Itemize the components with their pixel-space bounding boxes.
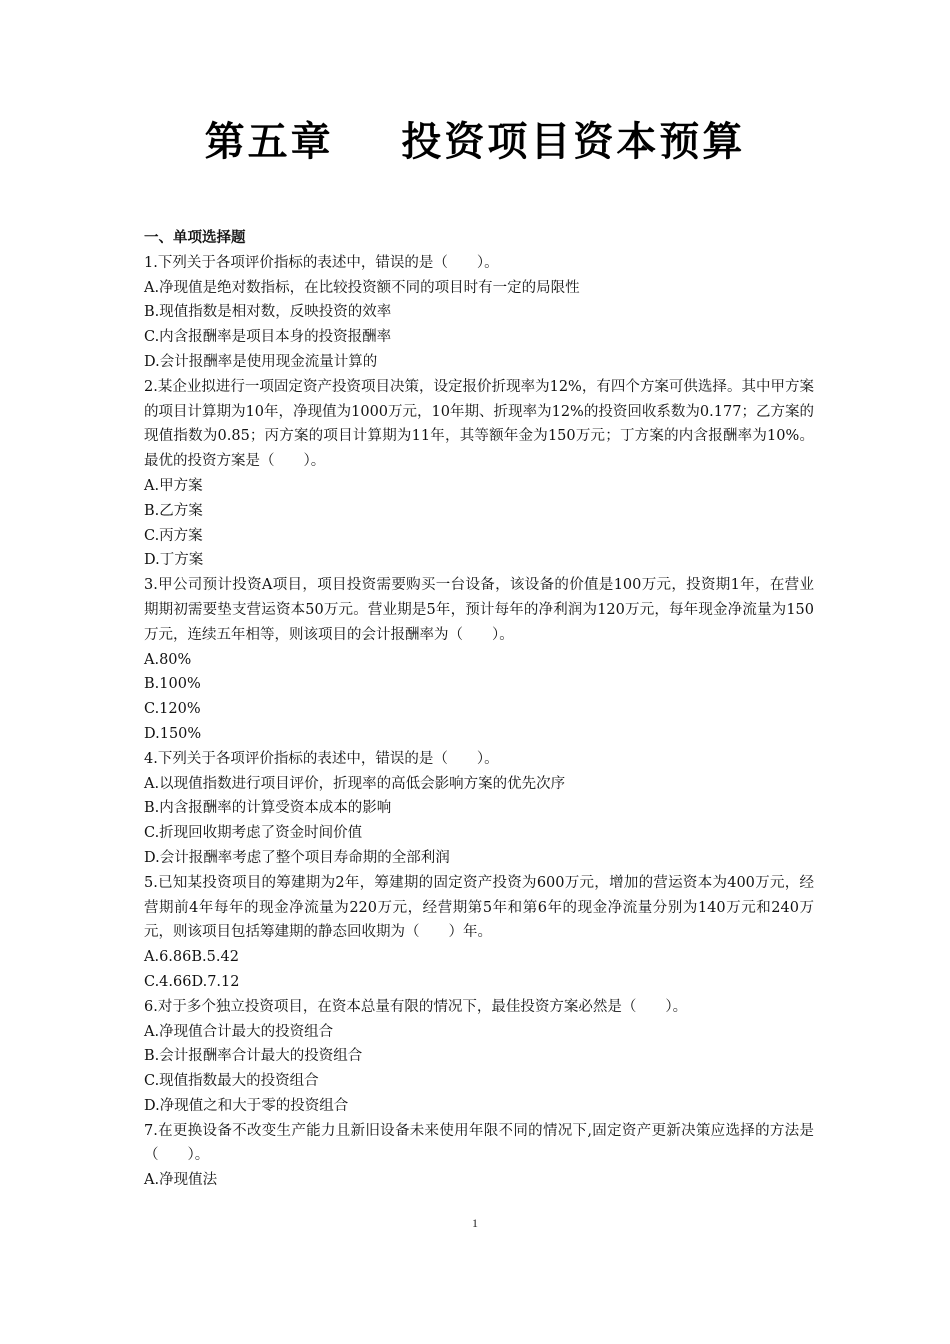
page-number: 1 [472,1216,478,1230]
question-option: D.丁方案 [144,552,204,569]
question-option: B.会计报酬率合计最大的投资组合 [144,1048,363,1065]
question-stem: 3.甲公司预计投资A项目，项目投资需要购买一台设备，该设备的价值是100万元，投资期1年，在营业期期初需要垫支营运资本50万元。营业期是5年，预计每年的净利润为120万元，每年现金净流量为150万元，连续五年相等，则该项目的会计报酬率为（ ）。 [144,577,814,643]
question-option: D.净现值之和大于零的投资组合 [144,1097,349,1114]
question-option: C.丙方案 [144,527,203,544]
question-stem: 7.在更换设备不改变生产能力且新旧设备未来使用年限不同的情况下,固定资产更新决策应选择的方法是（ ）。 [144,1122,814,1164]
question-list [144,226,814,1193]
question-option: A.以现值指数进行项目评价，折现率的高低会影响方案的优先次序 [144,775,566,792]
question-option: A.净现值合计最大的投资组合 [144,1023,334,1040]
question-option: B.内含报酬率的计算受资本成本的影响 [144,800,392,817]
question-option: A.净现值是绝对数指标，在比较投资额不同的项目时有一定的局限性 [144,279,580,296]
question-option: C.4.66D.7.12 [144,973,240,990]
question-stem: 6.对于多个独立投资项目，在资本总量有限的情况下，最佳投资方案必然是（ ）。 [144,998,688,1015]
question-option: C.折现回收期考虑了资金时间价值 [144,825,363,842]
chapter-title: 第五章 投资项目资本预算 [204,119,746,165]
question-option: A.6.86B.5.42 [144,949,239,966]
question-option: A.甲方案 [144,477,203,494]
question-option: B.现值指数是相对数，反映投资的效率 [144,304,392,321]
question-option: D.会计报酬率考虑了整个项目寿命期的全部利润 [144,849,450,866]
question-option: C.内含报酬率是项目本身的投资报酬率 [144,329,392,346]
question-stem: 4.下列关于各项评价指标的表述中，错误的是（ ）。 [144,750,499,767]
question-option: C.120% [144,701,201,718]
question-option: B.乙方案 [144,502,203,519]
question-option: A.80% [144,651,192,668]
question-option: D.会计报酬率是使用现金流量计算的 [144,353,378,370]
section-heading: 一、单项选择题 [144,230,246,246]
question-option: D.150% [144,725,202,742]
question-option: A.净现值法 [144,1172,218,1189]
question-option: B.100% [144,676,201,693]
question-stem: 5.已知某投资项目的筹建期为2年，筹建期的固定资产投资为600万元，增加的营运资本为400万元，经营期前4年每年的现金净流量为220万元，经营期第5年和第6年的现金净流量分别为140万元和240万元，则该项目包括筹建期的静态回收期为（ ）年。 [144,874,814,941]
question-option: C.现值指数最大的投资组合 [144,1073,319,1090]
question-stem: 2.某企业拟进行一项固定资产投资项目决策，设定报价折现率为12%，有四个方案可供选择。其中甲方案的项目计算期为10年，净现值为1000万元，10年期、折现率为12%的投资回收系数为0.177；乙方案的现值指数为0.85；丙方案的项目计算期为11年，其等额年金为150万元；丁方案的内含报酬率为10%。最优的投资方案是（ ）。 [144,378,814,470]
question-stem: 1.下列关于各项评价指标的表述中，错误的是（ ）。 [144,254,499,271]
